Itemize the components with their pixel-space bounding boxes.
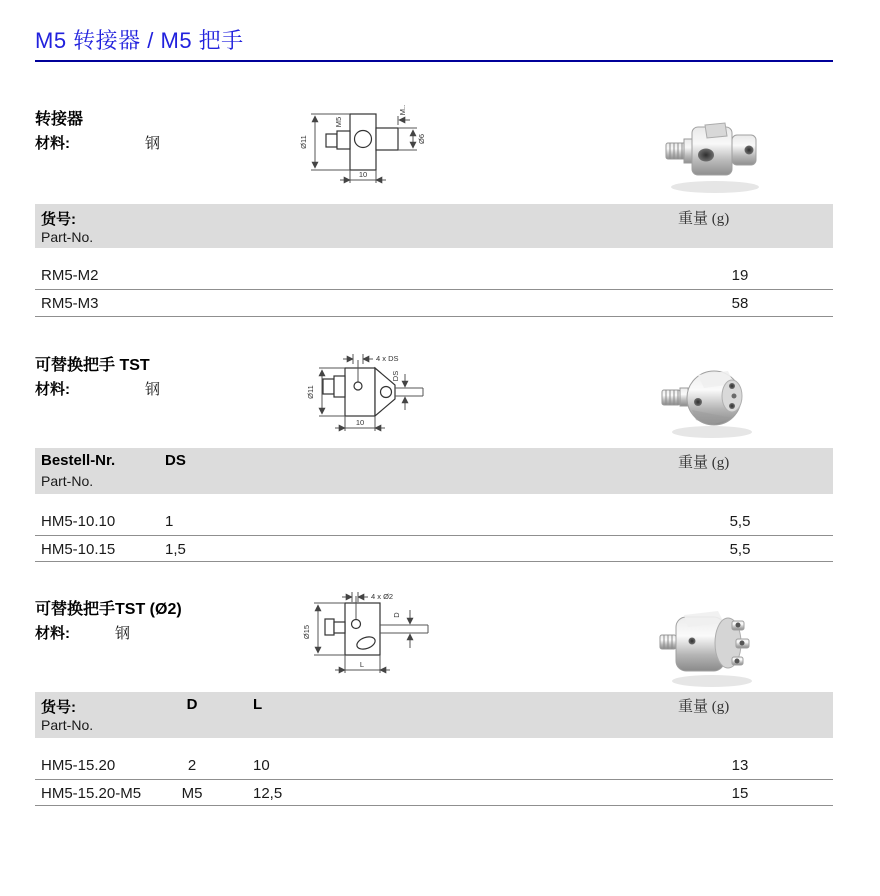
technical-drawing-tst-o2 (300, 588, 450, 693)
material-value: 钢 (145, 381, 161, 398)
part-no-label-en: Part-No. (41, 473, 94, 489)
dimension-label: Ø15 (302, 624, 311, 640)
d-value: M5 (181, 785, 203, 802)
dimension-label: M5 (334, 116, 343, 128)
weight-column-label: 重量 (g) (678, 699, 730, 715)
part-number: RM5-M3 (41, 295, 99, 312)
technical-drawing-tst (295, 346, 440, 441)
dimension-label: M.. (398, 104, 407, 116)
weight-column-label: 重量 (g) (678, 211, 730, 227)
table-header (35, 448, 833, 494)
dimension-label: Ø6 (417, 133, 426, 145)
ds-value: 1,5 (165, 541, 186, 558)
section-title: 可替换把手TST (Ø2) (35, 601, 182, 618)
weight-value: 5,5 (729, 541, 751, 558)
part-number: HM5-10.15 (41, 541, 116, 558)
part-no-label-cn: 货号: (41, 211, 76, 228)
weight-column-label: 重量 (g) (678, 455, 730, 471)
material-label: 材料: (35, 625, 70, 642)
table-row (35, 536, 833, 562)
dimension-label: D (392, 612, 401, 618)
part-number: RM5-M2 (41, 267, 99, 284)
l-value: 12,5 (253, 785, 283, 802)
part-no-label: Bestell-Nr. (41, 452, 116, 469)
tst-o2-handle-photo (648, 593, 783, 693)
weight-value: 13 (731, 757, 749, 774)
material-value: 钢 (115, 625, 131, 642)
weight-value: 58 (731, 295, 749, 312)
material-value: 钢 (145, 135, 161, 152)
dimension-label: 10 (355, 418, 365, 427)
part-number: HM5-15.20-M5 (41, 785, 142, 802)
material-label: 材料: (35, 135, 70, 152)
weight-value: 5,5 (729, 513, 751, 530)
part-number: HM5-10.10 (41, 513, 116, 530)
technical-drawing-adapter (293, 98, 433, 193)
dimension-label: 4 x DS (376, 354, 399, 363)
dimension-label: L (359, 660, 365, 669)
l-column-label: L (253, 696, 263, 713)
dimension-label: DS (391, 370, 400, 382)
section-title: 转接器 (35, 111, 84, 128)
ds-value: 1 (165, 513, 174, 530)
part-number: HM5-15.20 (41, 757, 116, 774)
l-value: 10 (253, 757, 270, 774)
d-value: 2 (187, 757, 197, 774)
material-label: 材料: (35, 381, 70, 398)
table-row (35, 780, 833, 806)
part-no-label-en: Part-No. (41, 229, 94, 245)
title-divider (35, 60, 833, 62)
dimension-label: 4 x Ø2 (371, 592, 394, 601)
table-row (35, 508, 833, 536)
ds-column-label: DS (165, 452, 186, 469)
weight-value: 19 (731, 267, 749, 284)
table-header (35, 204, 833, 248)
page-title: M5 转接器 / M5 把手 (35, 28, 244, 53)
table-row (35, 262, 833, 290)
dimension-label: Ø11 (299, 135, 308, 149)
part-no-label-cn: 货号: (41, 699, 76, 716)
part-no-label-en: Part-No. (41, 717, 94, 733)
dimension-label: Ø11 (306, 385, 315, 399)
section-title: 可替换把手 TST (35, 357, 150, 374)
tst-handle-photo (648, 348, 783, 443)
d-column-label: D (186, 696, 198, 713)
dimension-label: 10 (358, 170, 368, 179)
table-row (35, 752, 833, 780)
weight-value: 15 (731, 785, 749, 802)
table-row (35, 290, 833, 317)
table-header (35, 692, 833, 738)
adapter-photo (650, 103, 785, 198)
